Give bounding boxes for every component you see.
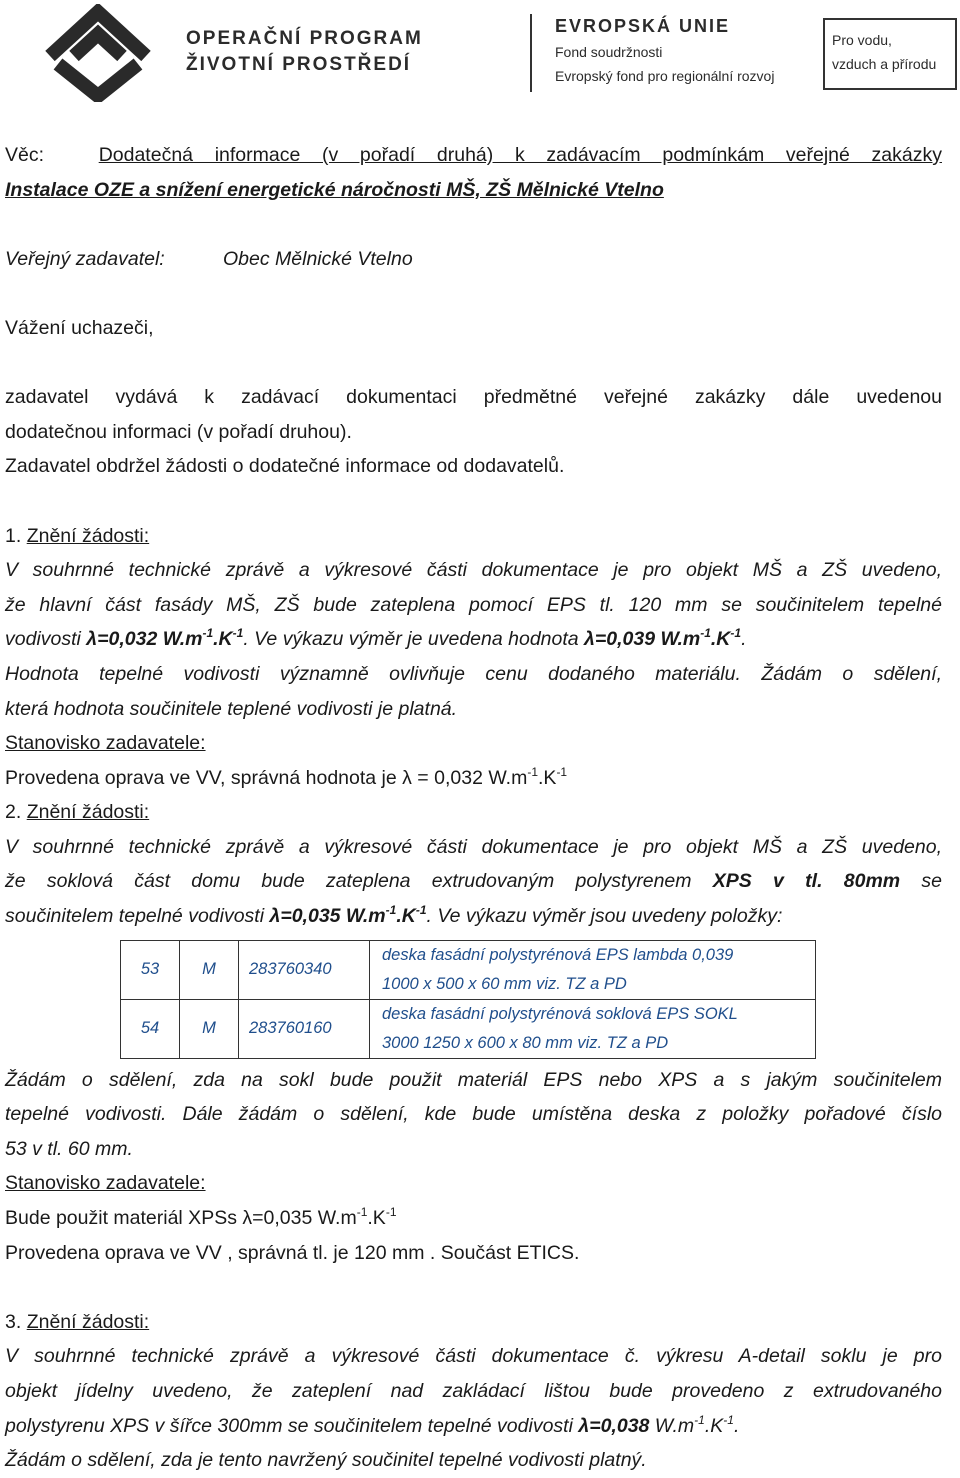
q2-answer1 [5,1201,942,1236]
q2-answer1-exp1: -1 [356,1205,368,1220]
greeting: Vážení uchazeči, [5,316,154,339]
q3-unit-a: W.m [649,1414,695,1437]
items-table [120,940,816,1059]
q2-line2-a: že soklová část domu bude zateplena extrudovaným polystyrenem [5,870,713,893]
intro-line3: Zadavatel obdržel žádosti o dodatečné informace od dodavatelů. [5,455,565,478]
subject-text: Dodatečná informace (v pořadí druhá) k zadávacím podmínkám veřejné zakázky [98,144,942,166]
q2-line2-b: XPS v tl. 80mm [712,870,901,893]
q3-line2: objekt jídelny uvedeno, že zateplení nad zakládací lištou bude provedeno z extrudovaného [5,1380,942,1402]
q1-unit1: .K [213,628,233,651]
intro-line1: zadavatel vydává k zadávací dokumentaci předmětné veřejné zakázky dále uvedenou [5,386,942,409]
eu-fund-2: Evropský fond pro regionální rozvoj [555,68,775,84]
q2-exp2: -1 [415,903,427,918]
q1-heading: Znění žádosti: [26,524,150,547]
q2-line3 [5,899,942,934]
q1-line2: že hlavní část fasády MŠ, ZŠ bude zateplena pomocí EPS tl. 120 mm se součinitelem tepelné [5,593,942,616]
q2-answer1-a: Bude použit materiál XPSs λ=0,035 W.m [5,1207,357,1230]
q3-heading: Znění žádosti: [26,1310,150,1333]
q1-answer-c: .K [538,766,557,789]
q2-line1: V souhrnné technické zprávě a výkresové části dokumentace je pro objekt MŠ a ZŠ uvedeno, [5,835,942,858]
q3-line3 [5,1409,942,1444]
item-desc-line1: deska fasádní polystyrénová EPS lambda 0,039 [382,945,734,964]
q1-exp4: -1 [730,626,742,641]
table-row [121,940,816,999]
q3-number: 3. [5,1310,22,1333]
motto-line2: vzduch a přírodu [832,56,937,72]
q2-answer1-exp2: -1 [385,1205,397,1220]
item-unit: M [180,999,239,1058]
item-description [370,999,816,1058]
q1-line3 [5,622,942,657]
q2-line3-f: . Ve výkazu výměr jsou uvedeny položky: [426,905,783,928]
subject-title-line [5,173,942,208]
q1-line5: která hodnota součinitele teplené vodivosti je platná. [5,697,458,720]
q2-answer2: Provedena oprava ve VV , správná tl. je 120 mm . Součást ETICS. [5,1241,580,1264]
header-divider [530,14,532,92]
eu-title: EVROPSKÁ UNIE [555,16,731,36]
item-number: 54 [121,999,180,1058]
table-row [121,999,816,1058]
q1-line4: Hodnota tepelné vodivosti významně ovlivňuje cenu dodaného materiálu. Žádám o sdělení, [5,662,942,685]
q3-line4: Žádám o sdělení, zda je tento navržený součinitel tepelné vodivosti platný. [5,1449,647,1472]
q2-answer-heading: Stanovisko zadavatele: [5,1172,206,1195]
item-code: 283760160 [239,999,370,1058]
contracting-value: Obec Mělnické Vtelno [223,247,413,270]
subject-title: Instalace OZE a snížení energetické náročnosti MŠ, ZŠ Mělnické Vtelno [5,178,664,201]
subject-label: Věc: [5,144,45,166]
q2-line6: 53 v tl. 60 mm. [5,1137,133,1160]
q2-line4: Žádám o sdělení, zda na sokl bude použit materiál EPS nebo XPS a s jakým součinitelem [5,1068,942,1091]
q1-answer-exp2: -1 [556,764,568,779]
q2-lambda: λ=0,035 W.m [269,905,386,928]
q2-heading: Znění žádosti: [26,801,150,824]
q1-exp1: -1 [202,626,214,641]
q1-number: 1. [5,524,22,547]
eu-fund-1: Fond soudržnosti [555,44,663,60]
q2-line3-a: součinitelem tepelné vodivosti [5,905,270,928]
program-name-line1: OPERAČNÍ PROGRAM [186,28,423,49]
q3-exp1: -1 [694,1412,705,1427]
q3-lambda: λ=0,038 [578,1414,650,1437]
item-unit: M [180,940,239,999]
q3-exp2: -1 [723,1412,734,1427]
q1-exp3: -1 [700,626,711,641]
item-number: 53 [121,940,180,999]
opzp-logo-icon [38,4,164,102]
q2-line5: tepelné vodivosti. Dále žádám o sdělení, kde bude umístěna deska z položky pořadové číslo [5,1103,942,1126]
q3-line3-g: . [733,1414,740,1437]
q1-answer-heading: Stanovisko zadavatele: [5,732,206,755]
q2-exp1: -1 [385,903,397,918]
q1-answer-exp1: -1 [527,764,538,779]
q2-unit: .K [396,905,416,928]
q2-answer1-c: .K [367,1207,386,1230]
program-name-line2: ŽIVOTNÍ PROSTŘEDÍ [186,54,412,75]
q2-line2-c: se [900,870,942,893]
q1-line3-f: . Ve výkazu výměr je uvedena hodnota [243,628,585,651]
q1-heading-line [5,519,942,554]
item-desc-line1: deska fasádní polystyrénová soklová EPS SOKL [382,1004,738,1023]
q2-line2 [5,864,942,899]
q1-line1: V souhrnné technické zprávě a výkresové části dokumentace je pro objekt MŠ a ZŠ uvedeno, [5,559,942,582]
item-desc-line2: 1000 x 500 x 60 mm viz. TZ a PD [382,974,627,993]
q1-lambda1: λ=0,032 W.m [86,628,203,651]
q1-line3-a: vodivosti [5,628,87,651]
q1-line3-k: . [741,628,747,651]
contracting-label: Veřejný zadavatel: [5,247,165,270]
intro-line2: dodatečnou informaci (v pořadí druhou). [5,420,352,443]
item-description [370,940,816,999]
document-body [5,138,942,1478]
item-desc-line2: 3000 1250 x 600 x 80 mm viz. TZ a PD [382,1033,669,1052]
q1-lambda2: λ=0,039 W.m [584,628,701,651]
q1-answer-a: Provedena oprava ve VV, správná hodnota je λ = 0,032 W.m [5,766,528,789]
q2-number: 2. [5,801,22,824]
q2-heading-line [5,795,942,830]
motto-box [823,18,957,90]
q1-exp2: -1 [232,626,244,641]
q1-unit2: .K [710,628,731,651]
q1-answer [5,761,942,796]
item-code: 283760340 [239,940,370,999]
q3-heading-line [5,1305,942,1340]
subject-line [5,138,942,173]
q3-unit-b: .K [704,1414,724,1437]
q3-line1: V souhrnné technické zprávě a výkresové části dokumentace č. výkresu A-detail soklu je pro [5,1345,942,1368]
q3-line3-a: polystyrenu XPS v šířce 300mm se součinitelem tepelné vodivosti [5,1414,579,1437]
letterhead [0,0,960,110]
contracting-line [5,242,942,277]
motto-line1: Pro vodu, [832,32,892,48]
